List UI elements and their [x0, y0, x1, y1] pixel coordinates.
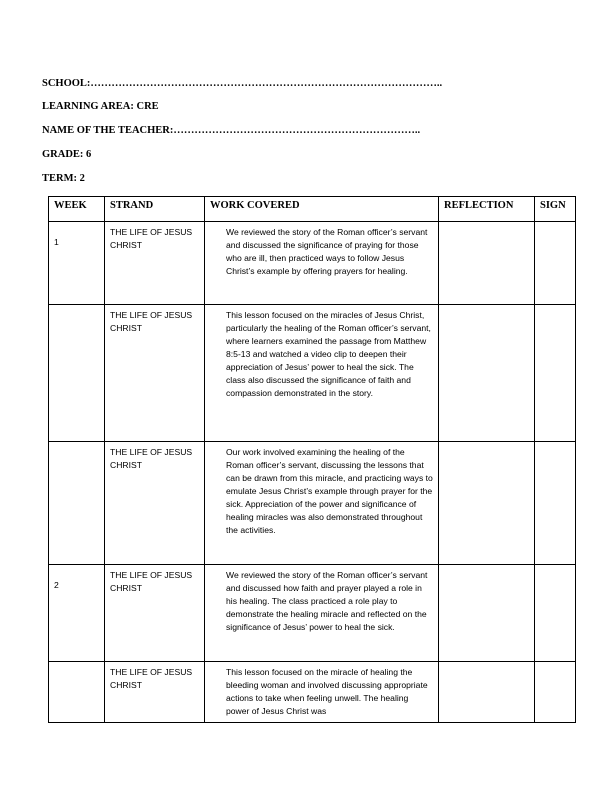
reflection-cell	[439, 565, 535, 662]
strand-cell: THE LIFE OF JESUS CHRIST	[105, 442, 205, 565]
table-row	[49, 565, 576, 662]
teacher-name-field: NAME OF THE TEACHER:……………………………………………………………..	[42, 125, 421, 136]
week-cell	[49, 305, 105, 442]
col-work-covered: WORK COVERED	[205, 197, 439, 222]
work-covered-cell: This lesson focused on the miracles of Jesus Christ, particularly the healing of the Roman officer’s servant, where learners examined the passage from Matthew 8:5-13 and watched a video clip to deepen their appreciation of Jesus’ power to heal the sick. The class also discussed the significance of faith and compassion demonstrated in the story.	[205, 305, 439, 442]
table-row	[49, 222, 576, 305]
reflection-cell	[439, 305, 535, 442]
week-cell: 1	[49, 222, 105, 305]
col-strand: STRAND	[105, 197, 205, 222]
sign-cell	[535, 305, 576, 442]
col-reflection: REFLECTION	[439, 197, 535, 222]
col-week: WEEK	[49, 197, 105, 222]
school-field: SCHOOL:………………………………………………………………………………………..	[42, 78, 443, 89]
reflection-cell	[439, 442, 535, 565]
strand-cell: THE LIFE OF JESUS CHRIST	[105, 662, 205, 723]
strand-cell: THE LIFE OF JESUS CHRIST	[105, 222, 205, 305]
strand-cell: THE LIFE OF JESUS CHRIST	[105, 305, 205, 442]
table-row	[49, 305, 576, 442]
week-cell	[49, 662, 105, 723]
sign-cell	[535, 565, 576, 662]
sign-cell	[535, 662, 576, 723]
reflection-cell	[439, 662, 535, 723]
table-header-row	[49, 197, 576, 222]
strand-cell: THE LIFE OF JESUS CHRIST	[105, 565, 205, 662]
reflection-cell	[439, 222, 535, 305]
week-cell	[49, 442, 105, 565]
work-covered-cell: This lesson focused on the miracle of healing the bleeding woman and involved discussing appropriate actions to take when feeling unwell. The healing power of Jesus Christ was	[205, 662, 439, 723]
sign-cell	[535, 222, 576, 305]
week-cell: 2	[49, 565, 105, 662]
learning-area: LEARNING AREA: CRE	[42, 101, 159, 112]
work-covered-cell: We reviewed the story of the Roman officer’s servant and discussed how faith and prayer played a role in his healing. The class practiced a role play to demonstrate the healing miracle and reflected on the significance of Jesus’ power to heal the sick.	[205, 565, 439, 662]
grade: GRADE: 6	[42, 149, 92, 160]
sign-cell	[535, 442, 576, 565]
work-covered-cell: Our work involved examining the healing of the Roman officer’s servant, discussing the lessons that can be drawn from this miracle, and practicing ways to emulate Jesus Christ’s example through prayer for the sick. Appreciation of the power and significance of healing miracles was also demonstrated throughout the activities.	[205, 442, 439, 565]
work-covered-cell: We reviewed the story of the Roman officer’s servant and discussed the significance of praying for those who are ill, then practiced ways to follow Jesus Christ’s example by offering prayers for healing.	[205, 222, 439, 305]
work-covered-table	[48, 196, 576, 723]
table-row	[49, 442, 576, 565]
col-sign: SIGN	[535, 197, 576, 222]
table-row	[49, 662, 576, 723]
term: TERM: 2	[42, 173, 85, 184]
